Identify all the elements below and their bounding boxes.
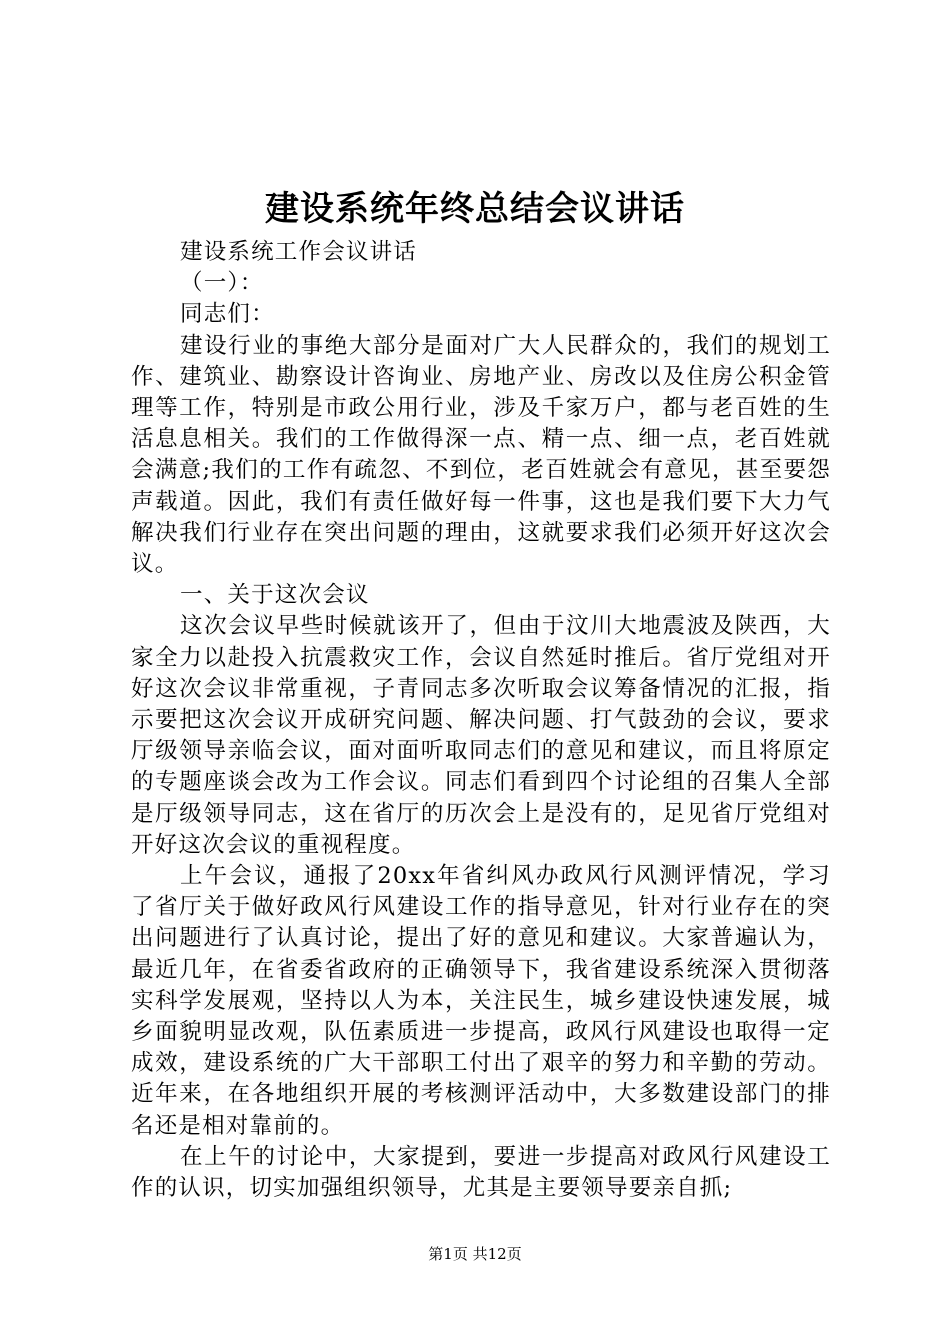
page-footer: 第1页 共12页 [428,1245,522,1263]
paragraph-body: 这次会议早些时候就该开了，但由于汶川大地震波及陕西，大家全力以赴投入抗震救灾工作，会议自然延时推后。省厅党组对开好这次会议非常重视，子青同志多次听取会议筹备情况的汇报，指示要把这次会议开成研究问题、解决问题、打气鼓劲的会议，要求厅级领导亲临会议，面对面听取同志们的意见和建议，而且将原定的专题座谈会改为工作会议。同志们看到四个讨论组的召集人全部是厅级领导同志，这在省厅的历次会上是没有的，足见省厅党组对开好这次会议的重视程度。 [131,613,831,858]
paragraph-section-marker: （一）： [180,270,264,297]
paragraph-body: 建设行业的事绝大部分是面对广大人民群众的，我们的规划工作、建筑业、勘察设计咨询业、房地产业、房改以及住房公积金管理等工作，特别是市政公用行业，涉及千家万户，都与老百姓的生活息息相关。我们的工作做得深一点、精一点、细一点，老百姓就会满意;我们的工作有疏忽、不到位，老百姓就会有意见，甚至要怨声载道。因此，我们有责任做好每一件事，这也是我们要下大力气解决我们行业存在突出问题的理由，这就要求我们必须开好这次会议。 [131,332,831,578]
section-heading: 一、关于这次会议 [180,582,370,609]
document-title: 建设系统年终总结会议讲话 [265,189,685,229]
paragraph-body: 上午会议，通报了20xx年省纠风办政风行风测评情况，学习了省厅关于做好政风行风建设工作的指导意见，针对行业存在的突出问题进行了认真讨论，提出了好的意见和建议。大家普遍认为，最近几年，在省委省政府的正确领导下，我省建设系统深入贯彻落实科学发展观，坚持以人为本，关注民生，城乡建设快速发展，城乡面貌明显改观，队伍素质进一步提高，政风行风建设也取得一定成效，建设系统的广大干部职工付出了艰辛的努力和辛勤的劳动。近年来，在各地组织开展的考核测评活动中，大多数建设部门的排名还是相对靠前的。 [131,863,831,1139]
paragraph-body: 在上午的讨论中，大家提到，要进一步提高对政风行风建设工作的认识，切实加强组织领导，尤其是主要领导要亲自抓; [131,1143,831,1202]
paragraph-salutation: 同志们： [180,301,275,328]
paragraph-subtitle: 建设系统工作会议讲话 [180,239,418,265]
document-body [131,237,831,1204]
